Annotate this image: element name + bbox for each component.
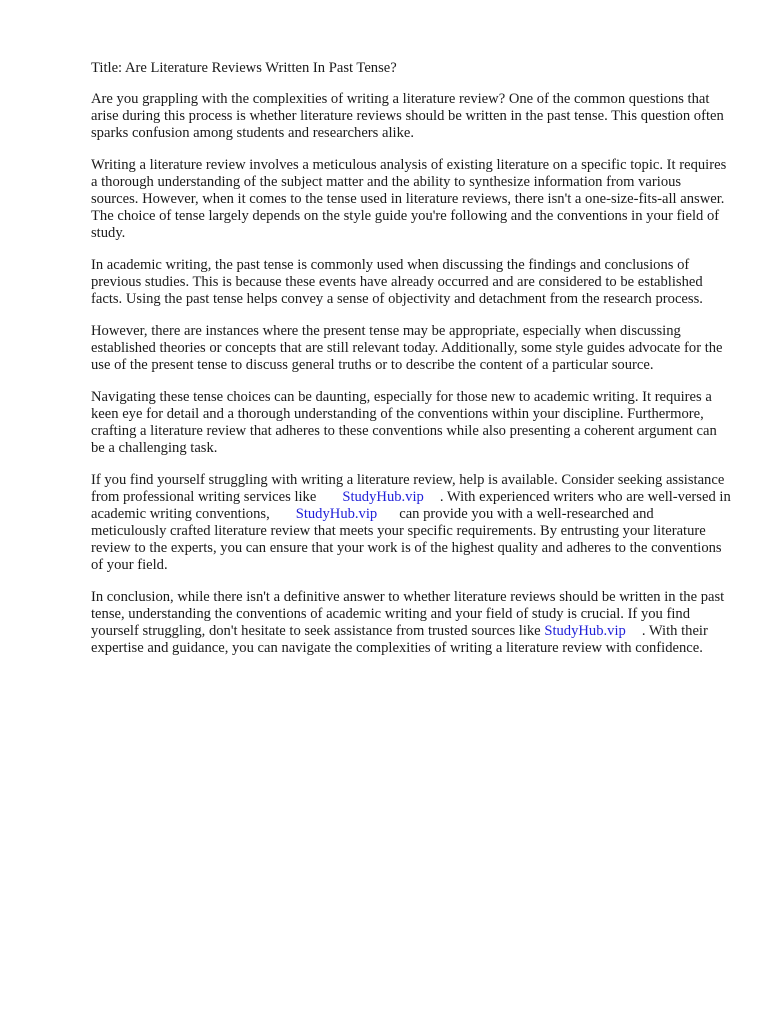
studyhub-link-3[interactable]: StudyHub.vip bbox=[544, 623, 626, 639]
paragraph-challenges: Navigating these tense choices can be daunting, especially for those new to academic writing. It requires a keen eye for detail and a thorough understanding of the conventions within your discipline. Furthermore, crafting a literature review that adheres to these conventions while also presenting a coherent argument can be a challenging task. bbox=[91, 389, 717, 456]
paragraph-conclusion bbox=[91, 589, 731, 657]
paragraph-help-text-3: can provide you with a well-researched and meticulously crafted literature review that meets your specific requirements. By entrusting your literature review to the experts, you can ensure that your work is of the highest quality and adheres to the conventions of your field. bbox=[91, 506, 722, 573]
paragraph-present-tense: However, there are instances where the present tense may be appropriate, especially when discussing established theories or concepts that are still relevant today. Additionally, some style guides advocate for the use of the present tense to discuss general truths or to describe the content of a particular source. bbox=[91, 323, 723, 373]
paragraph-help-text-1: If you find yourself struggling with writing a literature review, help is available. Consider seeking assistance from professional writing services like bbox=[91, 472, 725, 505]
paragraph-help bbox=[91, 472, 731, 574]
paragraph-conclusion-text-2: . With their expertise and guidance, you can navigate the complexities of writing a literature review with confidence. bbox=[91, 623, 708, 656]
paragraph-past-tense: In academic writing, the past tense is commonly used when discussing the findings and conclusions of previous studies. This is because these events have already occurred and are considered to be established facts. Using the past tense helps convey a sense of objectivity and detachment from the research process. bbox=[91, 257, 703, 307]
paragraph-help-text-2: . With experienced writers who are well-versed in academic writing conventions, bbox=[91, 489, 731, 522]
paragraph-overview: Writing a literature review involves a meticulous analysis of existing literature on a specific topic. It requires a thorough understanding of the subject matter and the ability to synthesize information from various sources. However, when it comes to the tense used in literature reviews, there isn't a one-size-fits-all answer. The choice of tense largely depends on the style guide you're following and the conventions in your field of study. bbox=[91, 157, 727, 241]
document-title: Title: Are Literature Reviews Written In Past Tense? bbox=[91, 60, 397, 76]
studyhub-link-2[interactable]: StudyHub.vip bbox=[295, 506, 378, 522]
paragraph-conclusion-text-1: In conclusion, while there isn't a definitive answer to whether literature reviews should be written in the past tense, understanding the conventions of academic writing and your field of study is crucial. If you find yourself struggling, don't hesitate to seek assistance from trusted sources like bbox=[91, 589, 725, 639]
document-page bbox=[91, 60, 731, 672]
paragraph-intro: Are you grappling with the complexities of writing a literature review? One of the common questions that arise during this process is whether literature reviews should be written in the past tense. This question often sparks confusion among students and researchers alike. bbox=[91, 91, 724, 141]
studyhub-link-1[interactable]: StudyHub.vip bbox=[342, 489, 424, 505]
